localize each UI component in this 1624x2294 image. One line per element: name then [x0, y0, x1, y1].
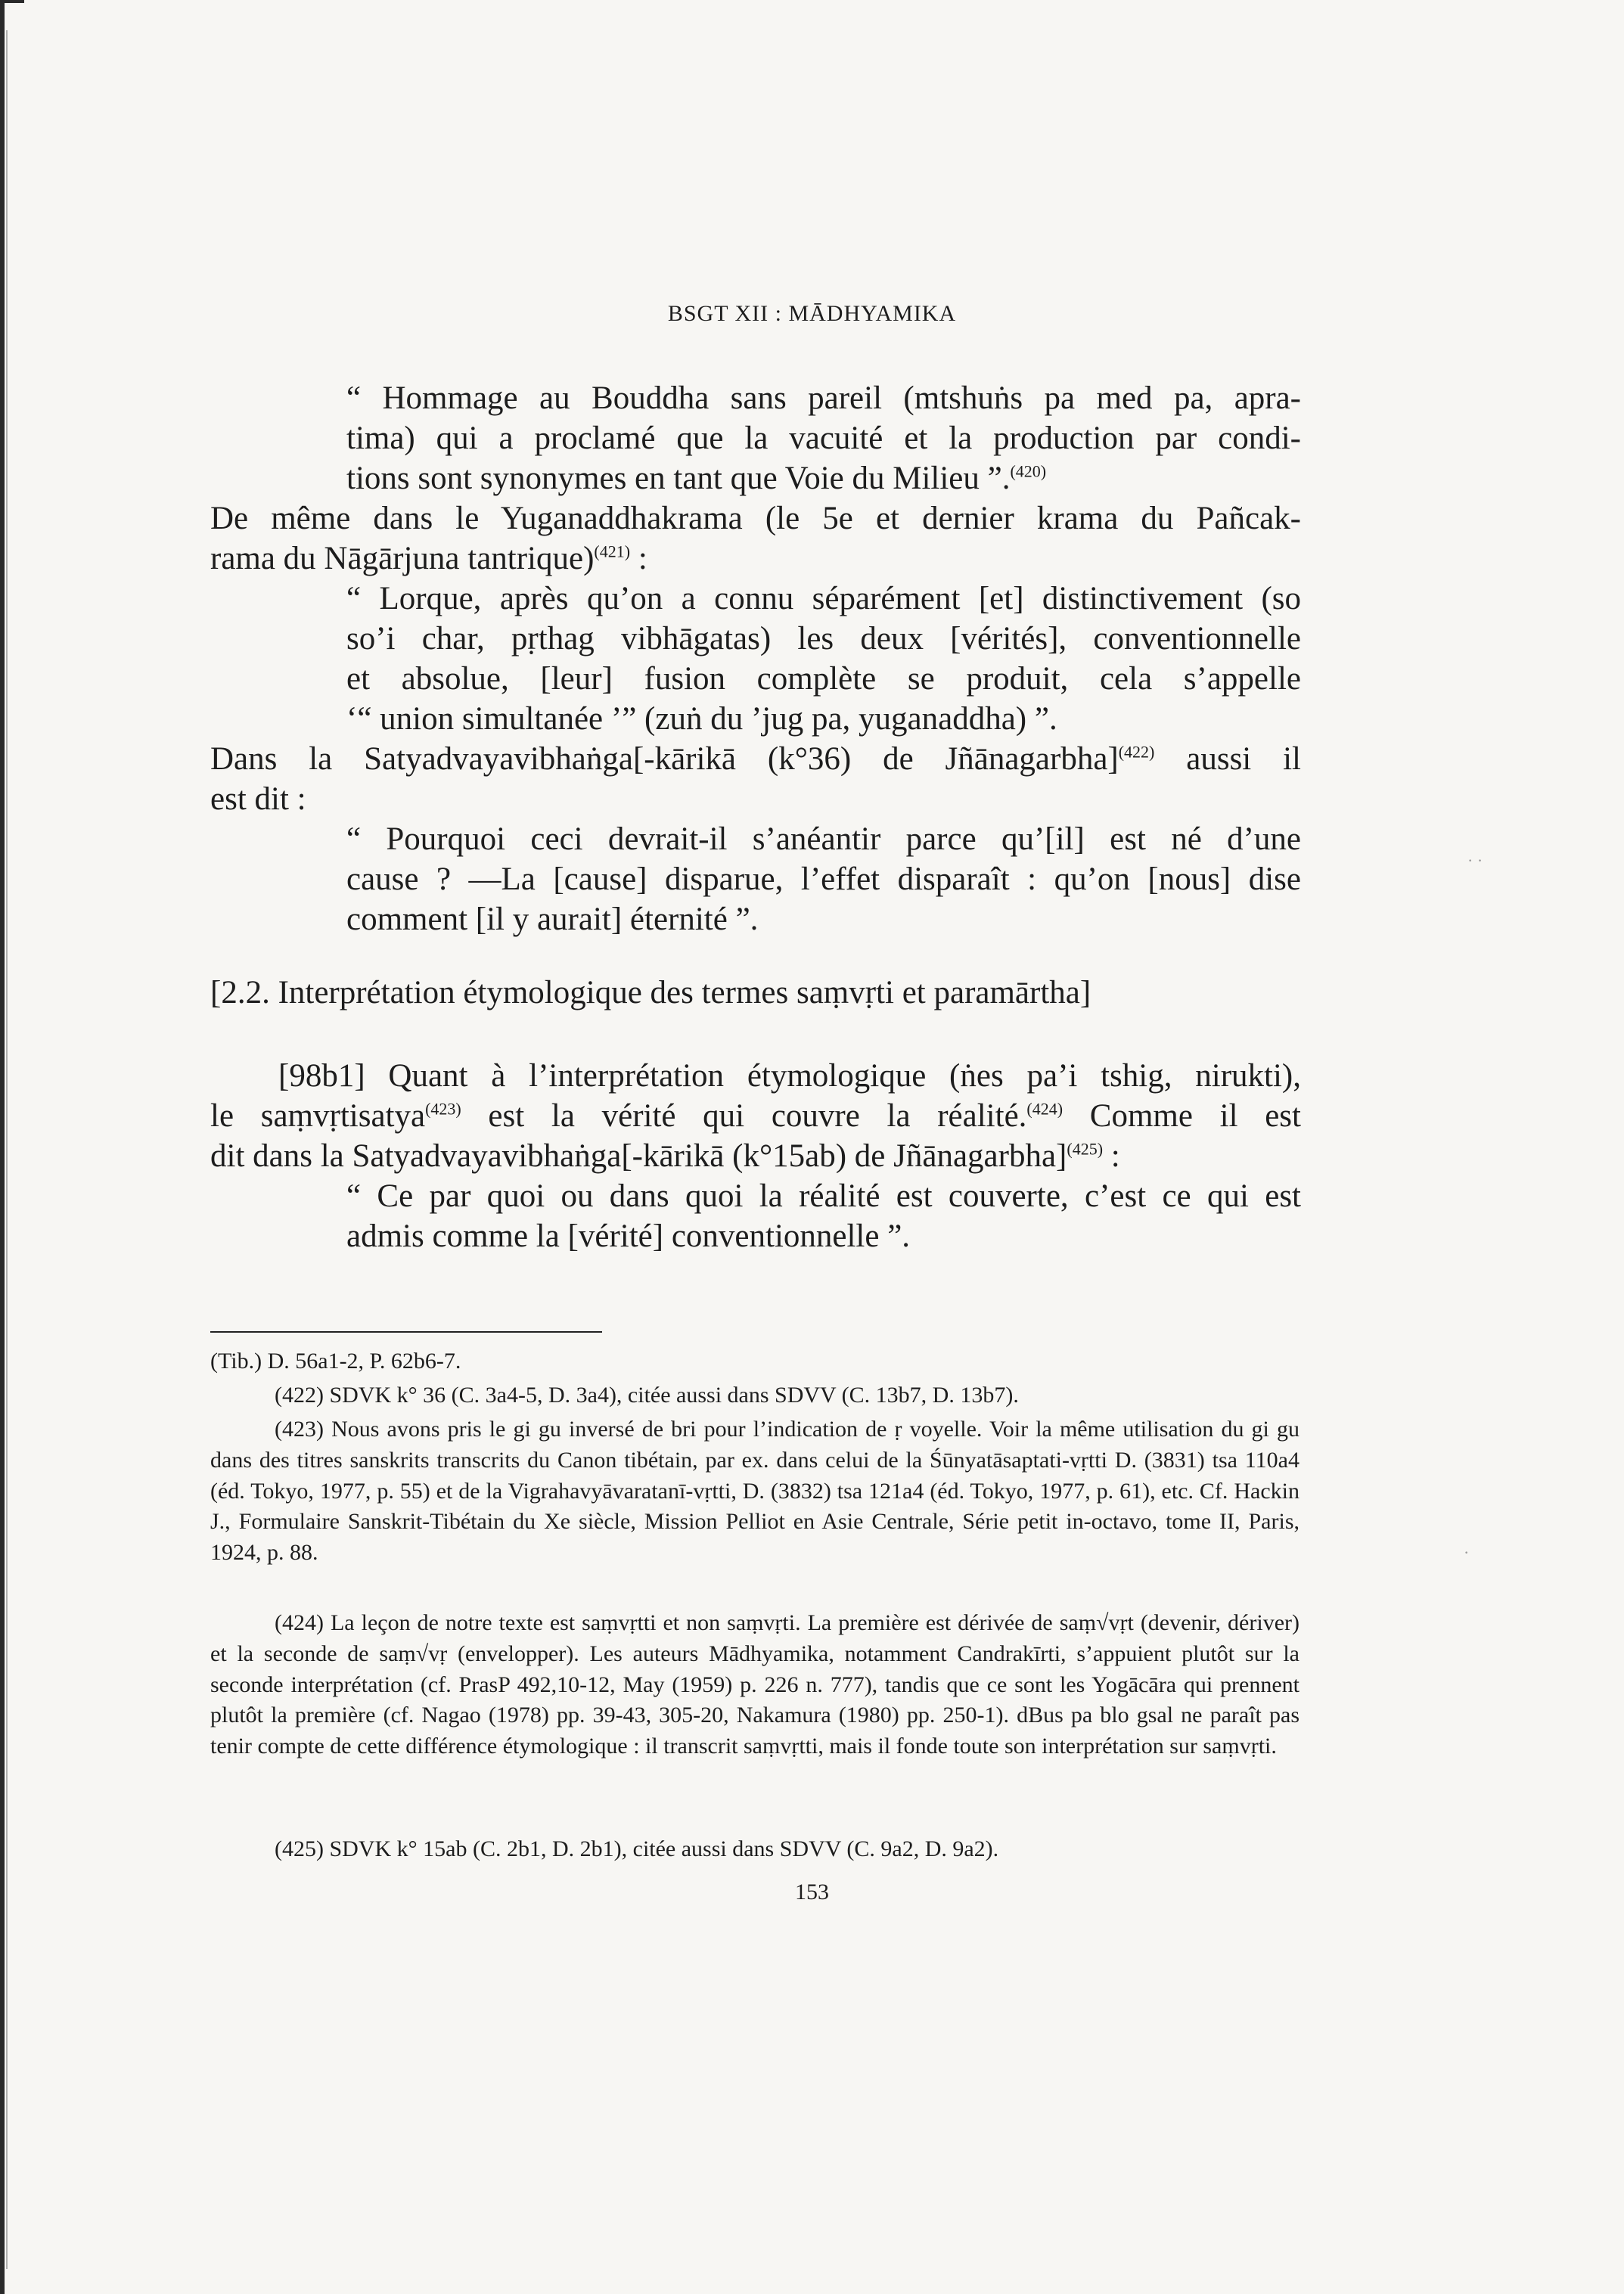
footnote-422: (422) SDVK k° 36 (C. 3a4-5, D. 3a4), citée aussi dans SDVV (C. 13b7, D. 13b7). [275, 1383, 1019, 1408]
para-3-line-2 [210, 1096, 1301, 1137]
quote-3-line-2: cause ? —La [cause] disparue, l’effet disparaît : qu’on [nous] dise [346, 861, 1301, 897]
footnote-421-continued: (Tib.) D. 56a1-2, P. 62b6-7. [210, 1349, 461, 1374]
para-2-line-1-text: Dans la Satyadvayavibhaṅga[-kārikā (k°36) de Jñānagarbha] [210, 741, 1119, 777]
para-3-line-3-text: dit dans la Satyadvayavibhaṅga[-kārikā (k°15ab) de Jñānagarbha] [210, 1138, 1067, 1174]
footnote-ref-424: (424) [1026, 1099, 1064, 1119]
para-2-line-1-end: aussi il [1154, 741, 1301, 777]
footnote-ref-425: (425) [1067, 1139, 1104, 1159]
quote-1-line-2: tima) qui a proclamé que la vacuité et la production par condi- [346, 421, 1301, 456]
footnote-425: (425) SDVK k° 15ab (C. 2b1, D. 2b1), citée aussi dans SDVV (C. 9a2, D. 9a2). [275, 1836, 999, 1861]
quote-2-line-2: so’i char, pṛthag vibhāgatas) les deux [vérités], conventionnelle [346, 621, 1301, 657]
scan-speck: · [1464, 1543, 1470, 1562]
para-2-line-2: est dit : [210, 781, 306, 817]
quote-1-line-3 [346, 458, 1301, 499]
para-3-line-2-end: Comme il est [1063, 1098, 1301, 1134]
para-1-line-2 [210, 539, 1301, 579]
scan-speck: · · [1467, 851, 1483, 870]
quote-1-line-1: “ Hommage au Bouddha sans pareil (mtshuṅs pa med pa, apra- [346, 380, 1301, 416]
para-2-line-1 [210, 739, 1301, 780]
para-3-line-2-mid: est la vérité qui couvre la réalité. [461, 1098, 1027, 1134]
section-heading: [2.2. Interprétation étymologique des termes saṃvṛti et paramārtha] [210, 975, 1091, 1010]
para-1-line-2-text: rama du Nāgārjuna tantrique) [210, 541, 595, 576]
footnote-424: (424) La leçon de notre texte est saṃvṛtti et non saṃvṛti. La première est dérivée de saṃ√vṛt (devenir, dériver) et la seconde de saṃ√vṛ (envelopper). Les auteurs Mādhyamika, notamment Candrakīrti, s’appuient plutôt sur la seconde interprétation (cf. PrasP 492,10-12, May (1959) p. 226 n. 777), tandis que ce sont les Yogācāra qui prennent plutôt la première (cf. Nagao (1978) pp. 39-43, 305-20, Nakamura (1980) pp. 250-1). dBus pa blo gsal ne paraît pas tenir compte de cette différence étymologique : il transcrit saṃvṛtti, mais il fonde toute son interprétation sur saṃvṛti. [210, 1610, 1300, 1759]
scan-edge-left [0, 0, 5, 2294]
scan-edge-shadow [6, 30, 8, 2269]
para-3-line-1: [98b1] Quant à l’interprétation étymologique (ṅes pa’i tshig, nirukti), [278, 1058, 1301, 1094]
page-number: 153 [795, 1880, 829, 1904]
quote-2-line-4: ‘“ union simultanée ’” (zuṅ du ’jug pa, yuganaddha) ”. [346, 701, 1057, 737]
para-1-line-2-colon: : [630, 541, 647, 576]
para-3-line-2-text: le saṃvṛtisatya [210, 1098, 426, 1134]
footnote-ref-421: (421) [594, 542, 631, 561]
footnote-ref-420: (420) [1010, 461, 1047, 481]
quote-2-line-3: et absolue, [leur] fusion complète se produit, cela s’appelle [346, 661, 1301, 697]
footnote-separator [210, 1331, 602, 1333]
para-3-line-3 [210, 1136, 1301, 1177]
running-head: BSGT XII : MĀDHYAMIKA [667, 301, 957, 326]
quote-4-line-2: admis comme la [vérité] conventionnelle ”. [346, 1218, 911, 1254]
quote-3-line-3: comment [il y aurait] éternité ”. [346, 902, 759, 937]
footnote-ref-422: (422) [1118, 742, 1155, 762]
quote-3-line-1: “ Pourquoi ceci devrait-il s’anéantir parce qu’[il] est né d’une [346, 821, 1301, 857]
footnote-ref-423: (423) [425, 1099, 461, 1119]
para-1-line-1: De même dans le Yuganaddhakrama (le 5e et dernier krama du Pañcak- [210, 501, 1301, 536]
quote-2-line-1: “ Lorque, après qu’on a connu séparément [et] distinctivement (so [346, 581, 1301, 616]
quote-1-line-3-text: tions sont synonymes en tant que Voie du Milieu ”. [346, 461, 1011, 496]
footnote-423: (423) Nous avons pris le gi gu inversé de bri pour l’indication de ṛ voyelle. Voir la même utilisation du gi gu dans des titres sanskrits transcrits du Canon tibétain, par ex. dans celui de la Śūnyatāsaptati-vṛtti D. (3831) tsa 110a4 (éd. Tokyo, 1977, p. 55) et de la Vigrahavyāvaratanī-vṛtti, D. (3832) tsa 121a4 (éd. Tokyo, 1977, p. 61), etc. Cf. Hackin J., Formulaire Sanskrit-Tibétain du Xe siècle, Mission Pelliot en Asie Centrale, Série petit in-octavo, tome II, Paris, 1924, p. 88. [210, 1417, 1300, 1566]
quote-4-line-1: “ Ce par quoi ou dans quoi la réalité est couverte, c’est ce qui est [346, 1178, 1301, 1214]
para-3-line-3-colon: : [1103, 1138, 1120, 1174]
